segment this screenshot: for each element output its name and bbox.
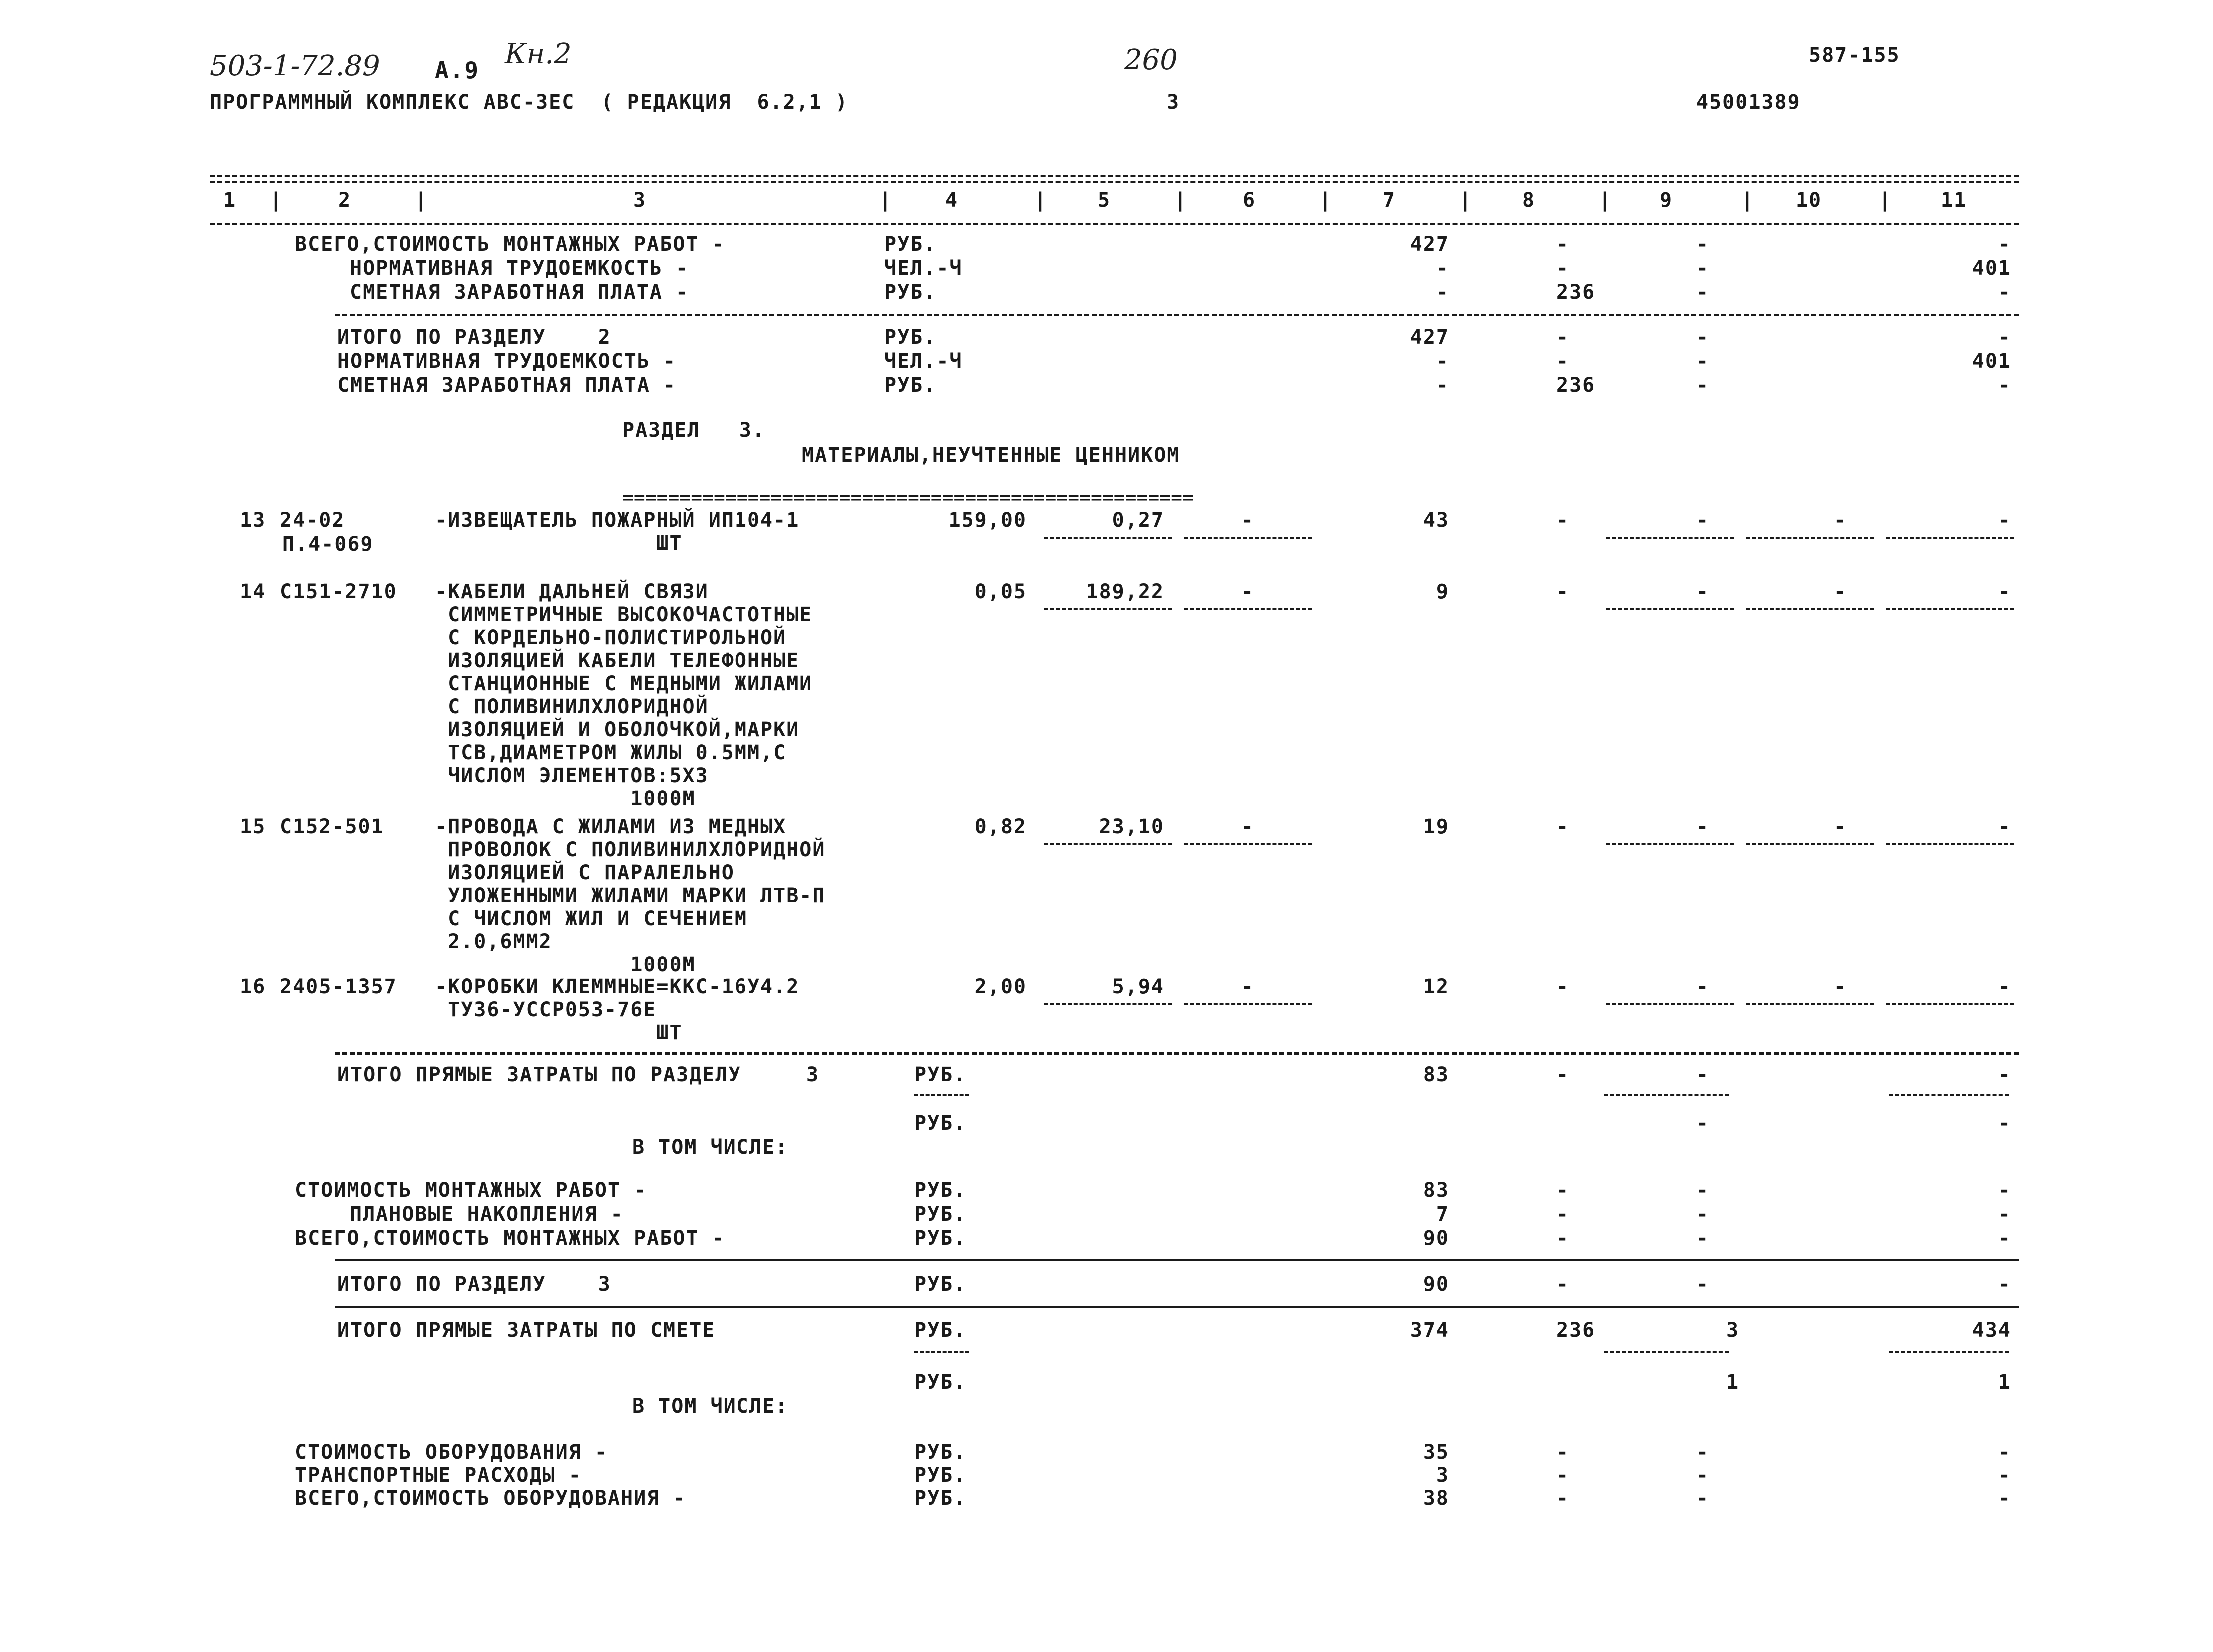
including-label: В ТОМ ЧИСЛЕ: [632, 1395, 788, 1418]
quantity: 159,00 [948, 509, 1027, 532]
page-number-handwritten: 260 [1124, 44, 1178, 76]
wages: - [1556, 509, 1570, 532]
wages: 236 [1556, 374, 1596, 397]
labor: 434 [1972, 1319, 2011, 1342]
wages: - [1556, 257, 1570, 280]
wages: - [1556, 1487, 1570, 1510]
column-number: 5 [1097, 189, 1111, 212]
cell-rule [1184, 843, 1312, 845]
column-number: 8 [1522, 189, 1536, 212]
row-label: ТРАНСПОРТНЫЕ РАСХОДЫ - [295, 1464, 582, 1487]
wages: - [1556, 1227, 1570, 1250]
cell-rule [1886, 843, 2014, 845]
column-separator: | [1741, 189, 1755, 212]
doc-number: 587-155 [1809, 44, 1900, 67]
item-number: 14 [240, 580, 266, 603]
item-description-line: ИЗОЛЯЦИЕЙ И ОБОЛОЧКОЙ,МАРКИ [435, 718, 800, 741]
quantity: 0,82 [974, 815, 1027, 838]
row-label: ВСЕГО,СТОИМОСТЬ МОНТАЖНЫХ РАБОТ - [295, 1227, 725, 1250]
item-description-line: ПРОВОЛОК С ПОЛИВИНИЛХЛОРИДНОЙ [435, 838, 826, 861]
item-description-line: С ЧИСЛОМ ЖИЛ И СЕЧЕНИЕМ [435, 907, 747, 930]
col-10: - [1834, 975, 1847, 998]
unit-price: 23,10 [1099, 815, 1164, 838]
column-number: 7 [1382, 189, 1396, 212]
cell-rule [1886, 537, 2014, 539]
machines: - [1696, 233, 1710, 256]
cost-total: 83 [1423, 1063, 1449, 1086]
cost-total: 7 [1436, 1203, 1449, 1226]
cost-total: 83 [1423, 1179, 1449, 1202]
cost-total: 38 [1423, 1487, 1449, 1510]
cell-rule [1184, 537, 1312, 539]
cell-rule [1044, 1003, 1172, 1005]
wages: - [1556, 1063, 1570, 1086]
cell-rule [1606, 537, 1734, 539]
machines: - [1696, 281, 1710, 304]
machines: - [1696, 1227, 1710, 1250]
column-number: 11 [1940, 189, 1967, 212]
row-label: ИТОГО ПРЯМЫЕ ЗАТРАТЫ ПО РАЗДЕЛУ 3 [337, 1063, 820, 1086]
col-6: - [1241, 975, 1254, 998]
cell-rule [1889, 1351, 2009, 1353]
labor: - [1998, 281, 2011, 304]
column-separator: | [1599, 189, 1612, 212]
machines: - [1696, 1112, 1710, 1135]
cost-total: 19 [1423, 815, 1449, 838]
cost-total: 9 [1436, 580, 1449, 603]
row-label: ВСЕГО,СТОИМОСТЬ МОНТАЖНЫХ РАБОТ - [295, 233, 725, 256]
row-label: СТОИМОСТЬ МОНТАЖНЫХ РАБОТ - [295, 1179, 647, 1202]
quantity: 2,00 [974, 975, 1027, 998]
wages: - [1556, 1464, 1570, 1487]
column-separator: | [1174, 189, 1188, 212]
unit: РУБ. [914, 1487, 967, 1510]
cell-rule [1184, 1003, 1312, 1005]
labor: - [1998, 1227, 2011, 1250]
cell-rule [1184, 608, 1312, 610]
machines: - [1696, 509, 1710, 532]
machines: - [1696, 1203, 1710, 1226]
cost-total: 12 [1423, 975, 1449, 998]
machines: - [1696, 350, 1710, 373]
column-number: 2 [338, 189, 352, 212]
labor: 1 [1998, 1371, 2011, 1394]
labor: - [1998, 1112, 2011, 1135]
unit: РУБ. [914, 1464, 967, 1487]
machines: - [1696, 326, 1710, 349]
item-description-line: ИЗОЛЯЦИЕЙ КАБЕЛИ ТЕЛЕФОННЫЕ [435, 649, 800, 672]
cell-rule [1746, 1003, 1874, 1005]
wages: - [1556, 233, 1570, 256]
item-number: 13 [240, 509, 266, 532]
item-description-line: ТСВ,ДИАМЕТРОМ ЖИЛЫ 0.5ММ,С [435, 741, 787, 764]
divider-rule [335, 1259, 2019, 1261]
unit: РУБ. [884, 233, 937, 256]
unit-price: 189,22 [1086, 580, 1164, 603]
cell-rule [1604, 1351, 1729, 1353]
wages: - [1556, 1273, 1570, 1296]
wages: - [1556, 975, 1570, 998]
item-description-line: УЛОЖЕННЫМИ ЖИЛАМИ МАРКИ ЛТВ-П [435, 884, 826, 907]
row-label: ПЛАНОВЫЕ НАКОПЛЕНИЯ - [350, 1203, 624, 1226]
labor: - [1998, 580, 2011, 603]
item-description-line: С ПОЛИВИНИЛХЛОРИДНОЙ [435, 695, 709, 718]
wages: - [1556, 326, 1570, 349]
cost-total: - [1436, 350, 1449, 373]
unit: РУБ. [884, 326, 937, 349]
machines: - [1696, 1273, 1710, 1296]
labor: - [1998, 1179, 2011, 1202]
cell-rule [914, 1094, 969, 1096]
wages: - [1556, 1179, 1570, 1202]
cost-total: 427 [1410, 326, 1449, 349]
book-label: Кн.2 [505, 38, 572, 70]
column-separator: | [270, 189, 283, 212]
item-code: С152-501 [280, 815, 384, 838]
unit: РУБ. [914, 1227, 967, 1250]
unit: ЧЕЛ.-Ч [884, 257, 963, 280]
column-number: 1 [223, 189, 237, 212]
wages: 236 [1556, 1319, 1596, 1342]
row-label: НОРМАТИВНАЯ ТРУДОЕМКОСТЬ - [337, 350, 677, 373]
doc-code: 45001389 [1696, 91, 1801, 114]
unit: РУБ. [914, 1273, 967, 1296]
machines: - [1696, 1441, 1710, 1464]
unit: РУБ. [914, 1179, 967, 1202]
unit: РУБ. [884, 281, 937, 304]
machines: - [1696, 815, 1710, 838]
labor: - [1998, 509, 2011, 532]
item-description-line: 1000М [435, 953, 696, 976]
machines: - [1696, 1464, 1710, 1487]
machines: 3 [1726, 1319, 1740, 1342]
labor: - [1998, 374, 2011, 397]
cost-total: 3 [1436, 1464, 1449, 1487]
unit: РУБ. [914, 1441, 967, 1464]
col-10: - [1834, 580, 1847, 603]
cost-total: 427 [1410, 233, 1449, 256]
cell-rule [1044, 537, 1172, 539]
cost-total: 374 [1410, 1319, 1449, 1342]
col-10: - [1834, 509, 1847, 532]
col-6: - [1241, 509, 1254, 532]
divider-rule [335, 1052, 2019, 1055]
item-description-line: СТАНЦИОННЫЕ С МЕДНЫМИ ЖИЛАМИ [435, 672, 813, 695]
machines: 1 [1726, 1371, 1740, 1394]
wages: - [1556, 1441, 1570, 1464]
unit: РУБ. [884, 374, 937, 397]
divider-rule [335, 1306, 2019, 1308]
row-label: СМЕТНАЯ ЗАРАБОТНАЯ ПЛАТА - [350, 281, 689, 304]
cell-rule [1886, 1003, 2014, 1005]
machines: - [1696, 257, 1710, 280]
labor: - [1998, 1464, 2011, 1487]
labor: - [1998, 326, 2011, 349]
col-6: - [1241, 815, 1254, 838]
including-label: В ТОМ ЧИСЛЕ: [632, 1136, 788, 1159]
labor: - [1998, 815, 2011, 838]
labor: - [1998, 1203, 2011, 1226]
row-label: СТОИМОСТЬ ОБОРУДОВАНИЯ - [295, 1441, 608, 1464]
cell-rule [1746, 537, 1874, 539]
machines: - [1696, 1487, 1710, 1510]
row-label: ИТОГО ПО РАЗДЕЛУ 2 [337, 326, 611, 349]
row-label: СМЕТНАЯ ЗАРАБОТНАЯ ПЛАТА - [337, 374, 677, 397]
item-code: С151-2710 [280, 580, 397, 603]
item-description-line: -ПРОВОДА С ЖИЛАМИ ИЗ МЕДНЫХ [435, 815, 787, 838]
cell-rule [1606, 843, 1734, 845]
wages: - [1556, 580, 1570, 603]
column-separator: | [1459, 189, 1473, 212]
wages: - [1556, 350, 1570, 373]
column-number: 9 [1659, 189, 1673, 212]
wages: - [1556, 815, 1570, 838]
cost-total: 35 [1423, 1441, 1449, 1464]
column-separator: | [1034, 189, 1048, 212]
column-separator: | [1879, 189, 1892, 212]
header-rule-top [210, 175, 2019, 177]
cell-rule [1606, 608, 1734, 610]
cell-rule [1606, 1003, 1734, 1005]
column-number: 10 [1795, 189, 1822, 212]
unit-price: 5,94 [1112, 975, 1164, 998]
labor: - [1998, 1441, 2011, 1464]
labor: 401 [1972, 257, 2011, 280]
header-rule-bottom [210, 223, 2019, 225]
cell-rule [1746, 608, 1874, 610]
unit: РУБ. [914, 1203, 967, 1226]
item-code-2: П.4-069 [282, 533, 374, 555]
column-number: 3 [633, 189, 647, 212]
column-separator: | [415, 189, 428, 212]
item-description-line: СИММЕТРИЧНЫЕ ВЫСОКОЧАСТОТНЫЕ [435, 603, 813, 626]
handwritten-code: 503-1-72.89 [210, 50, 380, 82]
row-label: ВСЕГО,СТОИМОСТЬ ОБОРУДОВАНИЯ - [295, 1487, 686, 1510]
item-description-line: 1000М [435, 787, 696, 810]
labor: - [1998, 975, 2011, 998]
item-description-line: 2.0,6ММ2 [435, 930, 552, 953]
machines: - [1696, 975, 1710, 998]
unit-price: 0,27 [1112, 509, 1164, 532]
row-label: НОРМАТИВНАЯ ТРУДОЕМКОСТЬ - [350, 257, 689, 280]
column-number: 6 [1242, 189, 1256, 212]
sheet-number: 3 [1167, 91, 1180, 114]
cost-total: 90 [1423, 1227, 1449, 1250]
item-description-line: ИЗОЛЯЦИЕЙ С ПАРАЛЕЛЬНО [435, 861, 735, 884]
wages: 236 [1556, 281, 1596, 304]
labor: - [1998, 1063, 2011, 1086]
cell-rule [1886, 608, 2014, 610]
unit: РУБ. [914, 1371, 967, 1394]
item-number: 15 [240, 815, 266, 838]
machines: - [1696, 580, 1710, 603]
unit: РУБ. [914, 1319, 967, 1342]
col-10: - [1834, 815, 1847, 838]
item-description-line: ШТ [435, 1021, 683, 1044]
unit: РУБ. [914, 1112, 967, 1135]
column-separator: | [879, 189, 893, 212]
cost-total: 90 [1423, 1273, 1449, 1296]
labor: - [1998, 1487, 2011, 1510]
col-6: - [1241, 580, 1254, 603]
section-subtitle: МАТЕРИАЛЫ,НЕУЧТЕННЫЕ ЦЕННИКОМ [802, 444, 1180, 467]
labor: - [1998, 233, 2011, 256]
cell-rule [1889, 1094, 2009, 1096]
program-title: ПРОГРАММНЫЙ КОМПЛЕКС АВС-3ЕС ( РЕДАКЦИЯ 6.2,1 ) [210, 91, 849, 114]
row-label: ИТОГО ПО РАЗДЕЛУ 3 [337, 1273, 611, 1296]
item-description-line: С КОРДЕЛЬНО-ПОЛИСТИРОЛЬНОЙ [435, 626, 787, 649]
column-number: 4 [945, 189, 959, 212]
item-number: 16 [240, 975, 266, 998]
section-underline: ================================================== [622, 486, 1194, 508]
cost-total: - [1436, 281, 1449, 304]
cell-rule [1746, 843, 1874, 845]
machines: - [1696, 1063, 1710, 1086]
header-rule-top-2 [210, 181, 2019, 183]
item-description-line: -КАБЕЛИ ДАЛЬНЕЙ СВЯЗИ [435, 580, 709, 603]
divider-rule [335, 314, 2019, 316]
cell-rule [1044, 843, 1172, 845]
machines: - [1696, 1179, 1710, 1202]
item-description-line: ТУ36-УССР053-76Е [435, 998, 657, 1021]
item-description-line: ШТ [435, 532, 683, 554]
item-code: 24-02 [280, 509, 345, 532]
section-title: РАЗДЕЛ 3. [622, 419, 765, 442]
machines: - [1696, 374, 1710, 397]
unit: ЧЕЛ.-Ч [884, 350, 963, 373]
album-label: А.9 [435, 57, 480, 84]
unit: РУБ. [914, 1063, 967, 1086]
wages: - [1556, 1203, 1570, 1226]
item-code: 2405-1357 [280, 975, 397, 998]
cost-total: 43 [1423, 509, 1449, 532]
item-description-line: -КОРОБКИ КЛЕММНЫЕ=ККС-16У4.2 [435, 975, 800, 998]
item-description-line: ЧИСЛОМ ЭЛЕМЕНТОВ:5Х3 [435, 764, 709, 787]
labor: - [1998, 1273, 2011, 1296]
labor: 401 [1972, 350, 2011, 373]
cost-total: - [1436, 374, 1449, 397]
cell-rule [1604, 1094, 1729, 1096]
quantity: 0,05 [974, 580, 1027, 603]
column-separator: | [1319, 189, 1333, 212]
cell-rule [914, 1351, 969, 1353]
row-label: ИТОГО ПРЯМЫЕ ЗАТРАТЫ ПО СМЕТЕ [337, 1319, 716, 1342]
item-description-line: -ИЗВЕЩАТЕЛЬ ПОЖАРНЫЙ ИП104-1 [435, 509, 800, 532]
cell-rule [1044, 608, 1172, 610]
cost-total: - [1436, 257, 1449, 280]
